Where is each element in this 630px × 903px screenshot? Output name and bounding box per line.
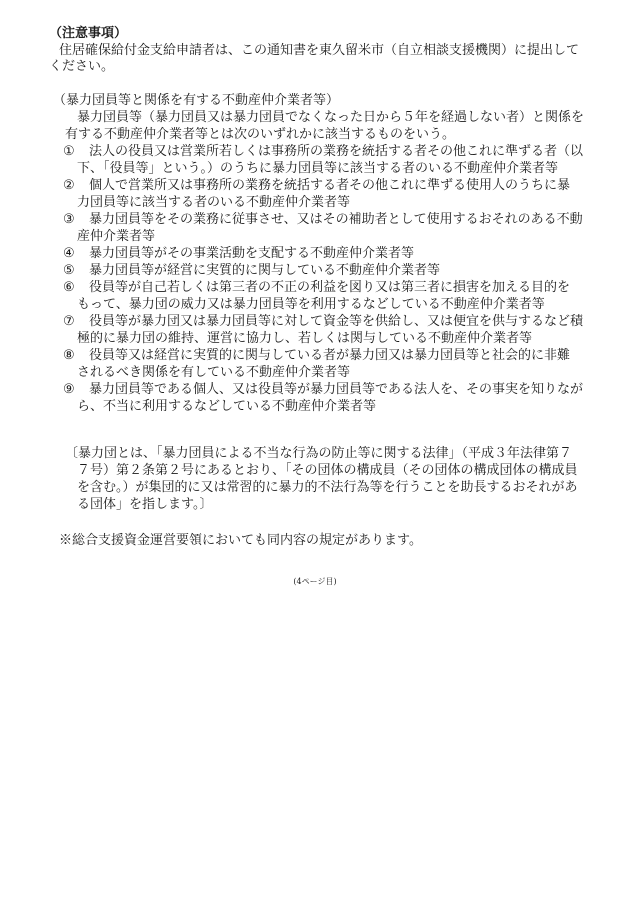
item-text-line-1: 暴力団員等をその業務に従事させ、又はその補助者として使用するおそれのある不動 (89, 212, 583, 227)
item-text-line-2: されるべき関係を有している不動産仲介業者等 (77, 365, 351, 380)
item-number: ① (63, 144, 75, 159)
item-number: ⑥ (63, 280, 75, 295)
page-number: (4ページ目) (293, 577, 337, 586)
section-intro-line-1: 暴力団員等（暴力団員又は暴力団員でなくなった日から５年を経過しない者）と関係を (77, 110, 585, 125)
footnote: ※総合支援資金運営要領においても同内容の規定があります。 (59, 533, 422, 548)
item-text-line-2: 力団員等に該当する者のいる不動産仲介業者等 (77, 195, 351, 210)
definition-line-3: を含む。）が集団的に又は常習的に暴力的不法行為等を行うことを助長するおそれがあ (77, 480, 578, 495)
item-text-line-2: ら、不当に利用するなどしている不動産仲介業者等 (77, 399, 377, 414)
item-text-line-1: 役員等又は経営に実質的に関与している者が暴力団又は暴力団員等と社会的に非難 (89, 348, 571, 363)
item-text-line-2: 極的に暴力団の維持、運営に協力し、若しくは関与している不動産仲介業者等 (77, 331, 533, 346)
item-text-line-2: 下、「役員等」という。）のうちに暴力団員等に該当する者のいる不動産仲介業者等 (77, 161, 559, 176)
notice-line-1: 住居確保給付金支給申請者は、この通知書を東久留米市（自立相談支援機関）に提出して (59, 43, 580, 58)
section-intro-line-2: 有する不動産仲介業者等とは次のいずれかに該当するものをいう。 (65, 127, 456, 142)
item-number: ④ (63, 246, 75, 261)
item-text-line-2: 産仲介業者等 (77, 229, 156, 244)
item-number: ⑤ (63, 263, 75, 278)
item-text-line-1: 暴力団員等がその事業活動を支配する不動産仲介業者等 (89, 246, 415, 261)
item-number: ⑦ (63, 314, 75, 329)
item-text-line-1: 役員等が自己若しくは第三者の不正の利益を図り又は第三者に損害を加える目的を (89, 280, 571, 295)
item-text-line-1: 個人で営業所又は事務所の業務を統括する者その他これに準ずる使用人のうちに暴 (89, 178, 571, 193)
item-number: ③ (63, 212, 75, 227)
item-text-line-1: 役員等が暴力団又は暴力団員等に対して資金等を供給し、又は便宜を供与するなど積 (89, 314, 584, 329)
item-number: ⑧ (63, 348, 75, 363)
section-heading: （暴力団員等と関係を有する不動産仲介業者等） (53, 93, 340, 108)
definition-line-2: ７号）第２条第２号にあるとおり、「その団体の構成員（その団体の構成団体の構成員 (77, 463, 578, 478)
item-text-line-1: 暴力団員等である個人、又は役員等が暴力団員等である法人を、その事実を知りなが (89, 382, 584, 397)
definition-line-4: る団体」を指します。〕 (77, 497, 213, 512)
notice-heading: （注意事項） (49, 26, 128, 41)
notice-line-2: ください。 (49, 59, 115, 74)
item-text-line-1: 暴力団員等が経営に実質的に関与している不動産仲介業者等 (89, 263, 441, 278)
item-text-line-1: 法人の役員又は営業所若しくは事務所の業務を統括する者その他これに準ずる者（以 (89, 144, 584, 159)
item-number: ⑨ (63, 382, 75, 397)
item-text-line-2: もって、暴力団の威力又は暴力団員等を利用するなどしている不動産仲介業者等 (77, 297, 545, 312)
item-number: ② (63, 178, 75, 193)
definition-line-1: 〔暴力団とは、「暴力団員による不当な行為の防止等に関する法律」（平成３年法律第７ (65, 446, 573, 461)
